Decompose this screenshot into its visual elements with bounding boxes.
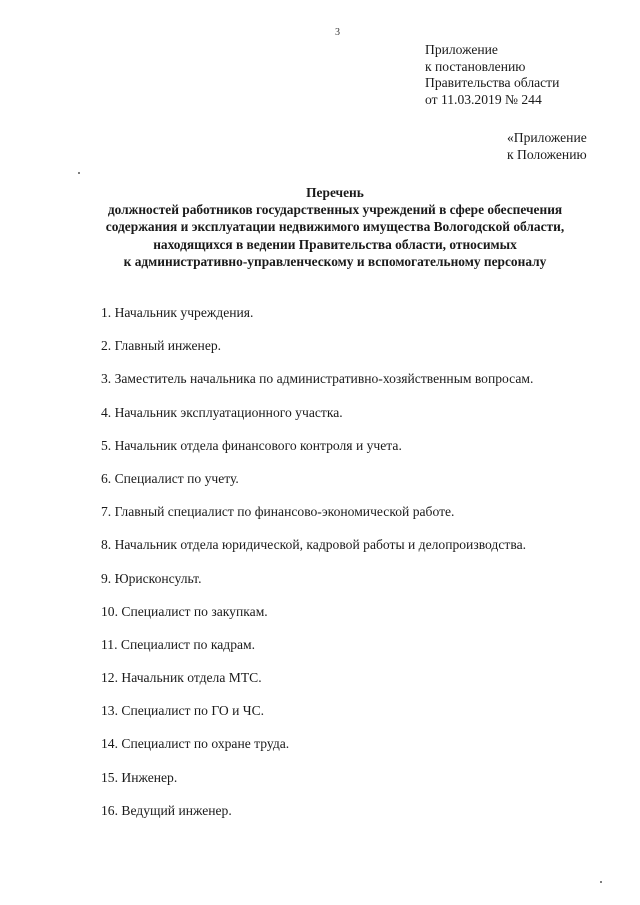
list-item: 13. Специалист по ГО и ЧС.	[101, 703, 265, 719]
title-line: к административно-управленческому и вспомогательному персоналу	[123, 253, 547, 269]
list-item: 10. Специалист по закупкам.	[101, 603, 268, 619]
page-number: 3	[335, 27, 340, 38]
list-item: 15. Инженер.	[101, 769, 178, 785]
list-item: 3. Заместитель начальника по административно-хозяйственным вопросам.	[101, 371, 534, 387]
list-item: 16. Ведущий инженер.	[101, 802, 232, 818]
list-item: 6. Специалист по учету.	[101, 470, 239, 486]
appendix-line: Приложение	[425, 42, 498, 57]
regulation-appendix-line: к Положению	[507, 146, 587, 162]
list-item: 7. Главный специалист по финансово-экономической работе.	[101, 504, 455, 520]
positions-list	[101, 305, 533, 836]
title-line: находящихся в ведении Правительства области, относимых	[153, 236, 517, 252]
list-item: 11. Специалист по кадрам.	[101, 636, 256, 652]
list-item: 14. Специалист по охране труда.	[101, 736, 290, 752]
appendix-line: к постановлению	[425, 58, 526, 74]
list-item: 12. Начальник отдела МТС.	[101, 670, 262, 686]
document-title	[40, 184, 630, 270]
title-heading: Перечень	[306, 185, 364, 200]
title-line: содержания и эксплуатации недвижимого имущества Вологодской области,	[105, 219, 565, 235]
scan-speck	[600, 881, 602, 883]
title-line: должностей работников государственных учреждений в сфере обеспечения	[107, 202, 563, 218]
list-item: 1. Начальник учреждения.	[101, 305, 254, 320]
list-item: 9. Юрисконсульт.	[101, 570, 202, 586]
scan-speck	[78, 172, 80, 174]
appendix-header	[425, 42, 559, 108]
regulation-appendix-line: «Приложение	[507, 130, 587, 145]
list-item: 4. Начальник эксплуатационного участка.	[101, 404, 343, 420]
regulation-appendix-header	[507, 130, 587, 163]
list-item: 8. Начальник отдела юридической, кадровой работы и делопроизводства.	[101, 537, 526, 553]
appendix-line: от 11.03.2019 № 244	[425, 91, 542, 107]
list-item: 2. Главный инженер.	[101, 338, 222, 354]
appendix-line: Правительства области	[425, 75, 560, 90]
list-item: 5. Начальник отдела финансового контроля и учета.	[101, 437, 402, 453]
